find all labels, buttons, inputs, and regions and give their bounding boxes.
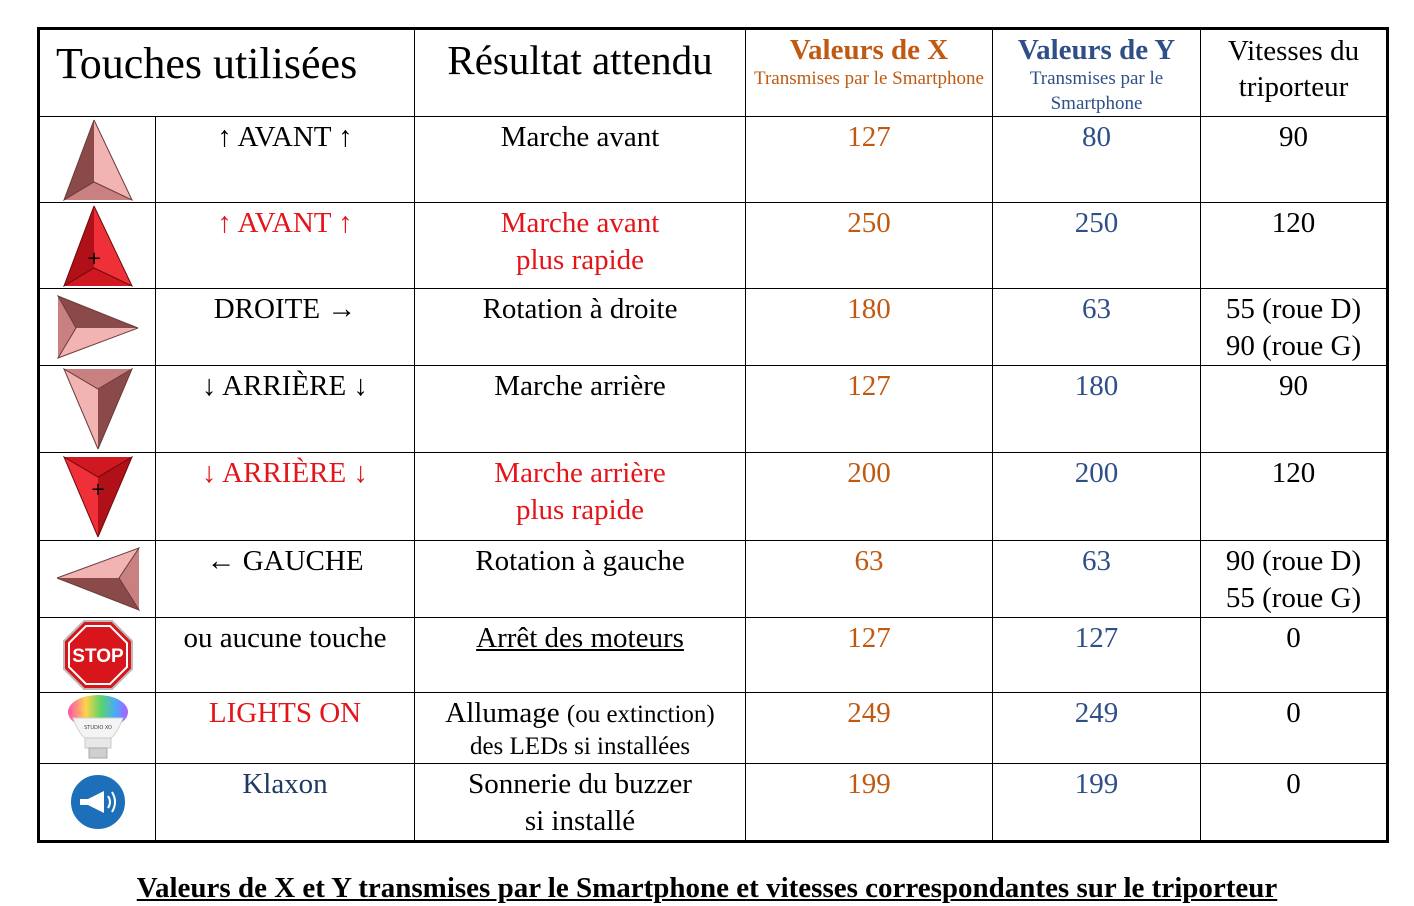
arrow-up-plus-icon — [39, 203, 156, 289]
x-value: 200 — [746, 453, 993, 541]
key-label: ↓ ARRIÈRE ↓ — [156, 453, 415, 541]
arrow-left-icon — [39, 541, 156, 618]
expected-result-line1: Marche arrière — [494, 457, 666, 489]
x-value: 127 — [746, 366, 993, 453]
x-value: 250 — [746, 203, 993, 289]
header-keys: Touches utilisées — [39, 29, 415, 117]
y-value: 127 — [993, 618, 1201, 693]
y-value: 63 — [993, 541, 1201, 618]
table-row — [39, 117, 1388, 203]
key-label: ↓ ARRIÈRE ↓ — [156, 366, 415, 453]
key-label: ← GAUCHE — [156, 541, 415, 618]
svg-text:+: + — [89, 478, 106, 500]
expected-result-line1 — [415, 695, 745, 733]
arrow-right-icon — [39, 289, 156, 366]
arrow-up-icon — [39, 117, 156, 203]
header-x-title: Valeurs de X — [789, 34, 949, 66]
key-label: DROITE → — [156, 289, 415, 366]
arrow-down-icon — [39, 366, 156, 453]
table-caption: Valeurs de X et Y transmises par le Smartphone et vitesses correspondantes sur le triporteur — [136, 872, 1278, 904]
expected-result-line2: des LEDs si installées — [469, 733, 691, 760]
command-table — [37, 27, 1389, 843]
speed-value — [1201, 289, 1388, 366]
speed-value: 120 — [1201, 203, 1388, 289]
stop-sign-icon — [39, 618, 156, 693]
header-result: Résultat attendu — [415, 29, 746, 117]
y-value: 200 — [993, 453, 1201, 541]
header-speed: Vitesses du triporteur — [1201, 29, 1388, 117]
speed-value: 90 — [1201, 366, 1388, 453]
header-y-subtitle: Transmises par le Smartphone — [1029, 68, 1164, 114]
svg-text:+: + — [85, 247, 102, 269]
header-y-title: Valeurs de Y — [1017, 34, 1176, 66]
y-value: 80 — [993, 117, 1201, 203]
expected-result-line2: si installé — [524, 805, 636, 837]
header-y-values — [993, 29, 1201, 117]
horn-icon — [39, 764, 156, 842]
y-value: 199 — [993, 764, 1201, 842]
x-value: 63 — [746, 541, 993, 618]
y-value: 180 — [993, 366, 1201, 453]
speed-value: 0 — [1201, 693, 1388, 764]
expected-result — [415, 203, 746, 289]
expected-result: Marche arrière — [415, 366, 746, 453]
expected-result — [415, 764, 746, 842]
y-value: 250 — [993, 203, 1201, 289]
expected-result: Rotation à gauche — [415, 541, 746, 618]
speed-line2: 55 (roue G) — [1225, 582, 1362, 614]
x-value: 127 — [746, 117, 993, 203]
speed-value: 90 — [1201, 117, 1388, 203]
table-row — [39, 203, 1388, 289]
expected-result-note: (ou extinction) — [566, 701, 715, 728]
bulb-label-text: STUDIO XO — [83, 725, 112, 731]
expected-result-line2: plus rapide — [515, 244, 645, 276]
x-value: 180 — [746, 289, 993, 366]
expected-result-main: Allumage — [445, 697, 560, 729]
expected-result: Marche avant — [415, 117, 746, 203]
table-row — [39, 764, 1388, 842]
table-row — [39, 618, 1388, 693]
arrow-down-plus-icon — [39, 453, 156, 541]
command-table-wrapper — [37, 27, 1386, 835]
speed-value: 0 — [1201, 764, 1388, 842]
table-row — [39, 289, 1388, 366]
speed-value: 0 — [1201, 618, 1388, 693]
speed-line1: 55 (roue D) — [1225, 293, 1362, 325]
expected-result — [415, 453, 746, 541]
light-bulb-icon — [39, 693, 156, 764]
key-label: ↑ AVANT ↑ — [156, 203, 415, 289]
table-row — [39, 541, 1388, 618]
expected-result-line1: Sonnerie du buzzer — [468, 768, 692, 800]
key-label: ↑ AVANT ↑ — [156, 117, 415, 203]
key-label: LIGHTS ON — [156, 693, 415, 764]
key-label: Klaxon — [156, 764, 415, 842]
header-x-subtitle: Transmises par le Smartphone — [754, 68, 984, 89]
expected-result: Arrêt des moteurs — [415, 618, 746, 693]
key-label: ou aucune touche — [156, 618, 415, 693]
y-value: 63 — [993, 289, 1201, 366]
table-row — [39, 453, 1388, 541]
speed-value — [1201, 541, 1388, 618]
header-row — [39, 29, 1388, 117]
y-value: 249 — [993, 693, 1201, 764]
x-value: 249 — [746, 693, 993, 764]
expected-result: Rotation à droite — [415, 289, 746, 366]
speed-line2: 90 (roue G) — [1225, 330, 1362, 362]
table-row — [39, 366, 1388, 453]
expected-result-line1: Marche avant — [500, 207, 660, 239]
expected-result — [415, 693, 746, 764]
table-row — [39, 693, 1388, 764]
speed-value: 120 — [1201, 453, 1388, 541]
header-x-values — [746, 29, 993, 117]
x-value: 199 — [746, 764, 993, 842]
stop-sign-text: STOP — [71, 646, 124, 667]
x-value: 127 — [746, 618, 993, 693]
speed-line1: 90 (roue D) — [1225, 545, 1362, 577]
expected-result-line2: plus rapide — [515, 494, 645, 526]
